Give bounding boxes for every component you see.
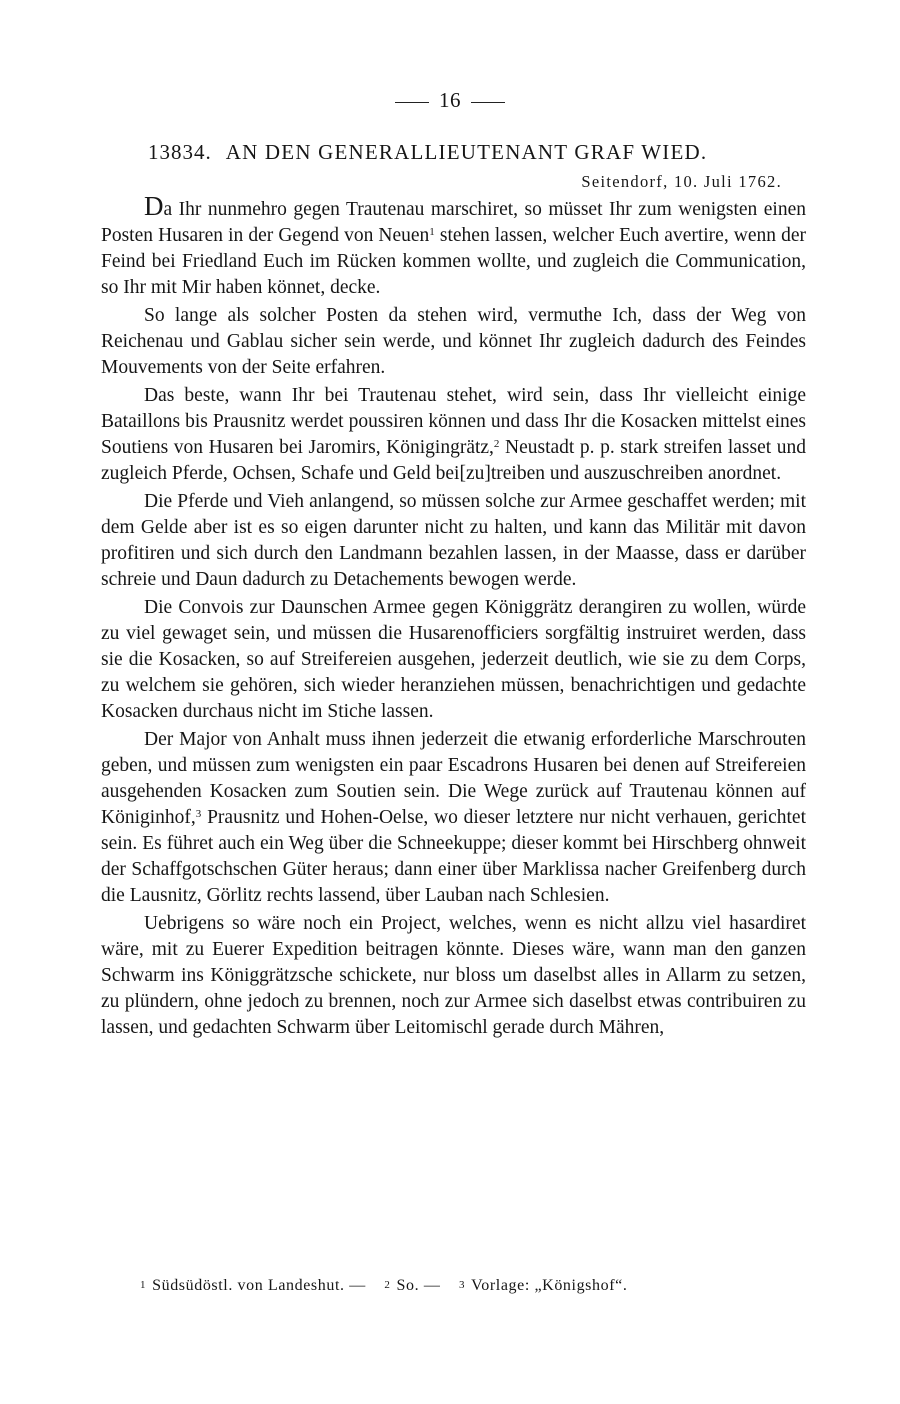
letter-title: AN DEN GENERALLIEUTENANT GRAF WIED.: [225, 140, 708, 164]
paragraph-text: Neustadt p. p. stark streifen lasset und zugleich Pferde, Ochsen, Schafe und Geld bei[zu]treiben und auszuschreiben anordnet.: [101, 436, 807, 484]
paragraph-1: [101, 191, 806, 301]
page-number: 16: [439, 88, 461, 112]
paragraph-5: Die Convois zur Daunschen Armee gegen Königgrätz derangiren zu wollen, würde zu viel gewaget sein, und müssen die Husarenofficiers sorgfältig instruiret werden, dass sie die Kosacken, so auf Streifereien ausgehen, jederzeit deutlich, wie sie zu dem Corps, zu welchem sie gehören, sich wieder heranziehen müssen, benachrichtigen und gedachte Kosacken durchaus nicht im Stiche lassen.: [101, 597, 806, 722]
footnote-mark: 2: [384, 1279, 391, 1291]
page-header: [0, 88, 900, 113]
paragraph-text: Prausnitz und Hohen-Oelse, wo dieser letztere nur nicht verhauen, gerichtet sein. Es führet auch ein Weg über die Schneekuppe; dieser kommt bei Hirschberg ohnweit der Schaffgotschschen Güter heraus; dann einer über Marklissa nacher Greifenberg durch die Lausnitz, Görlitz rechts lassend, über Lauban nach Schlesien.: [101, 806, 806, 906]
footnote-mark: 1: [140, 1279, 147, 1291]
footnote-1: [140, 1277, 366, 1294]
footnote-2: [384, 1277, 440, 1294]
footnotes: [140, 1277, 840, 1295]
paragraph-text: a Ihr nunmehro gegen Trautenau marschiret, so müsset Ihr zum wenigsten einen Posten Husaren in der Gegend von Neuen: [101, 199, 806, 246]
letter-number: 13834.: [148, 140, 212, 164]
header-rule-right: [471, 102, 505, 103]
footnote-ref-3: 3: [195, 807, 202, 820]
letter-body: [101, 191, 807, 1043]
paragraph-4: Die Pferde und Vieh anlangend, so müssen solche zur Armee geschaffet werden; mit dem Gelde aber ist es so eigen darunter nicht zu halten, und kann das Militär mit davon profitiren und sich durch den Landmann bezahlen lassen, in der Maasse, dass er darüber schreie und Daun dadurch zu Detachements bewogen werde.: [101, 491, 806, 590]
footnote-3: [459, 1277, 627, 1294]
paragraph-6: [101, 727, 806, 909]
footnote-text: Vorlage: „Königshof“.: [471, 1277, 628, 1294]
footnote-text: Südsüdöstl. von Landeshut. —: [152, 1277, 366, 1294]
footnote-text: So. —: [396, 1277, 441, 1294]
paragraph-text: Das beste, wann Ihr bei Trautenau stehet, wird sein, dass Ihr vielleicht einige Bataillons bis Prausnitz werdet poussiren können und dass Ihr die Kosacken mittelst eines Soutiens von Husaren bei Jaromirs, Königingrätz,: [101, 385, 806, 458]
footnote-ref-2: 2: [493, 437, 500, 450]
letter-heading: [148, 140, 848, 165]
paragraph-2: So lange als solcher Posten da stehen wird, vermuthe Ich, dass der Weg von Reichenau und Gablau sicher sein werde, und könnet Ihr zugleich dadurch des Feindes Mouvements von der Seite erfahren.: [101, 305, 806, 378]
header-rule-left: [395, 102, 429, 103]
drop-capital: D: [144, 191, 164, 221]
paragraph-text: stehen lassen, welcher Euch avertire, wenn der Feind bei Friedland Euch im Rücken kommen wollte, und zugleich die Communication, so Ihr mit Mir haben könnet, decke.: [101, 224, 806, 298]
paragraph-text: Der Major von Anhalt muss ihnen jederzeit die etwanig erforderliche Marschrouten geben, und müssen zum wenigsten ein paar Escadrons Husaren bei denen auf Streifereien ausgehenden Kosacken zum Soutien sein. Die Wege zurück auf Trautenau können auf Königinhof,: [101, 729, 806, 828]
footnote-ref-1: 1: [429, 225, 435, 238]
paragraph-7: Uebrigens so wäre noch ein Project, welches, wenn es nicht allzu viel hasardiret wäre, mit zu Euerer Expedition beitragen könnte. Dieses wäre, wann man den ganzen Schwarm ins Königgrätzsche schickete, nur bloss um daselbst alles in Allarm zu setzen, zu plündern, ohne jedoch zu brennen, noch zur Armee sich daselbst etwas contribuiren zu lassen, und gedachten Schwarm über Leitomischl gerade durch Mähren,: [101, 912, 806, 1038]
paragraph-3: [101, 383, 806, 487]
footnote-mark: 3: [459, 1279, 466, 1291]
letter-dateline: Seitendorf, 10. Juli 1762.: [581, 172, 782, 191]
